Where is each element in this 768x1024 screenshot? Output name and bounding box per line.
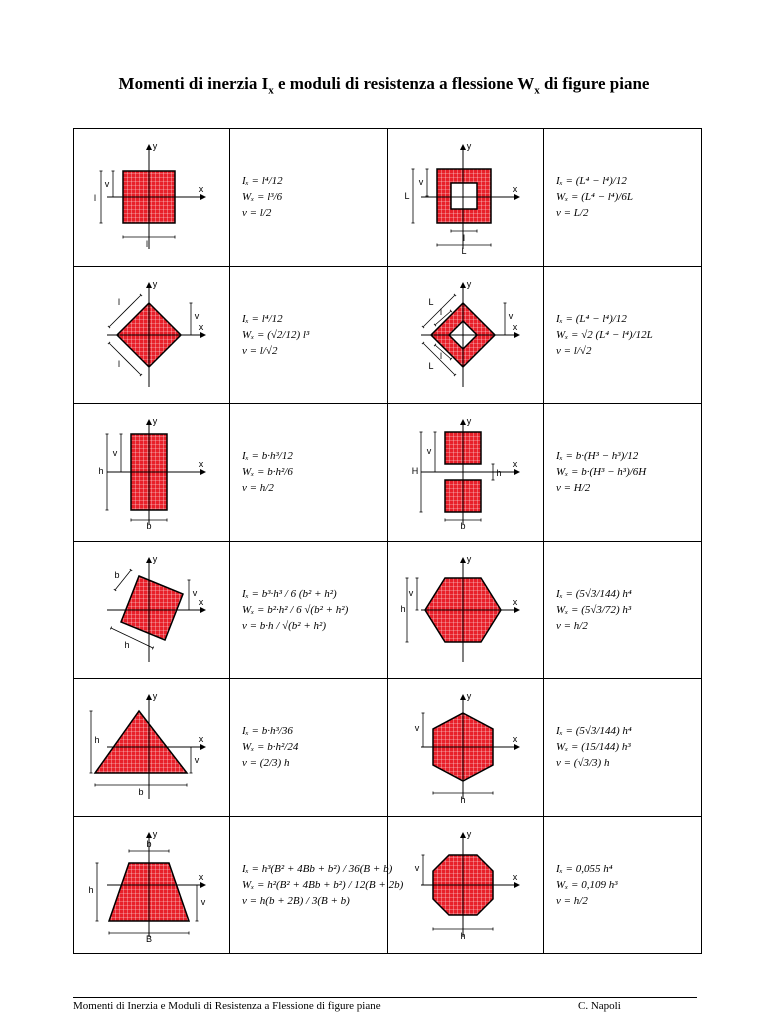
- rectangle-diagram: [87, 412, 217, 532]
- formula-cell: [230, 266, 388, 404]
- footer-title: Momenti di Inerzia e Moduli di Resistenza a Flessione di figure piane: [73, 1000, 381, 1012]
- y-axis-label: y: [152, 416, 157, 427]
- figure-cell: [74, 404, 230, 542]
- x-axis-label: x: [198, 184, 203, 195]
- inner-side-label-bottom: l: [439, 350, 442, 361]
- neutral-axis-distance-formula: v = h/2: [556, 619, 588, 632]
- table-row: [74, 816, 702, 954]
- outer-h-label: H: [411, 466, 418, 477]
- table-row: [74, 679, 702, 817]
- moment-of-inertia-formula: Iₓ = l⁴/12: [242, 175, 283, 188]
- h-label: h: [123, 639, 130, 650]
- neutral-axis-distance-formula: v = h/2: [242, 482, 274, 495]
- x-axis-label: x: [198, 459, 203, 470]
- formula-cell: [544, 266, 702, 404]
- v-label: v: [112, 448, 117, 459]
- outer-side-label-top: L: [427, 296, 434, 307]
- formula-cell: [230, 816, 404, 954]
- octagon-diagram: [401, 825, 531, 945]
- side-label-vertical: l: [93, 193, 96, 204]
- section-modulus-formula: Wₓ = (L⁴ − l⁴)/6L: [556, 191, 633, 204]
- h-label: h: [87, 884, 94, 895]
- y-axis-label: y: [466, 553, 471, 564]
- neutral-axis-distance-formula: v = h(b + 2B) / 3(B + b): [242, 894, 350, 907]
- table-row: [74, 404, 702, 542]
- y-axis-label: y: [152, 278, 157, 289]
- moment-of-inertia-formula: Iₓ = h³(B² + 4Bb + b²) / 36(B + b): [242, 862, 393, 875]
- section-modulus-formula: Wₓ = l³/6: [242, 191, 283, 204]
- outer-side-label-bottom: L: [427, 360, 434, 371]
- x-axis-label: x: [512, 321, 517, 332]
- v-label: v: [414, 862, 419, 873]
- hollow-square-section: [437, 169, 491, 223]
- y-axis-label: y: [152, 553, 157, 564]
- formula-cell: [544, 129, 702, 267]
- section-modulus-formula: Wₓ = b·(H³ − h³)/6H: [556, 466, 647, 479]
- neutral-axis-distance-formula: v = H/2: [556, 482, 591, 495]
- trapezoid-diagram: [87, 825, 217, 945]
- figure-cell: [74, 129, 230, 267]
- x-axis-label: x: [512, 734, 517, 745]
- section-modulus-formula: Wₓ = b·h²/6: [242, 466, 293, 479]
- moment-of-inertia-formula: Iₓ = (L⁴ − l⁴)/12: [556, 312, 627, 325]
- section-modulus-formula: Wₓ = (√2/12) l³: [242, 328, 310, 341]
- section-modulus-formula: Wₓ = (5√3/72) h³: [556, 603, 632, 616]
- moment-of-inertia-formula: Iₓ = (L⁴ − l⁴)/12: [556, 175, 627, 188]
- b-label: b: [145, 521, 152, 532]
- neutral-axis-distance-formula: v = l/2: [242, 207, 272, 220]
- square-diagram: [87, 137, 217, 257]
- neutral-axis-distance-formula: v = L/2: [556, 207, 589, 220]
- v-label: v: [192, 587, 197, 598]
- moment-of-inertia-formula: Iₓ = b·(H³ − h³)/12: [556, 450, 639, 463]
- v-label: v: [200, 896, 205, 907]
- neutral-axis-distance-formula: v = (2/3) h: [242, 757, 290, 770]
- rotated-rectangle-section: [121, 576, 183, 640]
- inner-side-label: l: [462, 233, 465, 244]
- x-axis-label: x: [512, 184, 517, 195]
- footer-author: C. Napoli: [578, 1000, 621, 1012]
- v-label: v: [194, 755, 199, 766]
- inner-h-label: h: [495, 468, 502, 479]
- y-axis-label: y: [466, 141, 471, 152]
- neutral-axis-distance-formula: v = h/2: [556, 894, 588, 907]
- b-label: b: [137, 787, 144, 798]
- moment-of-inertia-formula: Iₓ = (5√3/144) h⁴: [556, 725, 632, 738]
- triangle-section: [95, 711, 187, 773]
- b-label: b: [113, 569, 120, 580]
- formula-cell: [544, 816, 702, 954]
- y-axis-label: y: [152, 691, 157, 702]
- neutral-axis-distance-formula: v = l/√2: [556, 344, 592, 357]
- moment-of-inertia-formula: Iₓ = l⁴/12: [242, 312, 283, 325]
- x-axis-label: x: [512, 596, 517, 607]
- section-modulus-formula: Wₓ = √2 (L⁴ − l⁴)/12L: [556, 328, 653, 341]
- rotated-rectangle-diagram: [87, 550, 217, 670]
- section-modulus-formula: Wₓ = (15/144) h³: [556, 741, 631, 754]
- figure-cell: [388, 404, 544, 542]
- figure-cell: [388, 816, 544, 954]
- y-axis-label: y: [152, 828, 157, 839]
- diamond-diagram: [87, 275, 217, 395]
- y-axis-label: y: [466, 691, 471, 702]
- table-row: [74, 129, 702, 267]
- formula-cell: [230, 541, 388, 679]
- footer-rule: [73, 997, 697, 998]
- y-axis-label: y: [466, 278, 471, 289]
- h-label: h: [97, 466, 104, 477]
- formula-cell: [230, 129, 388, 267]
- B-label: B: [145, 933, 152, 944]
- outer-side-label: L: [403, 191, 410, 202]
- y-axis-label: y: [466, 416, 471, 427]
- hexagon-flat-diagram: [401, 550, 531, 670]
- section-modulus-formula: Wₓ = h²(B² + 4Bb + b²) / 12(B + 2b): [242, 878, 404, 891]
- b-label: b: [145, 838, 152, 849]
- formula-table: [73, 128, 702, 954]
- formula-cell: [544, 404, 702, 542]
- neutral-axis-distance-formula: v = (√3/3) h: [556, 757, 610, 770]
- table-row: [74, 541, 702, 679]
- v-label: v: [194, 310, 199, 321]
- moment-of-inertia-formula: Iₓ = b·h³/12: [242, 450, 293, 463]
- figure-cell: [74, 541, 230, 679]
- y-axis-label: y: [466, 828, 471, 839]
- formula-cell: [230, 404, 388, 542]
- formula-cell: [230, 679, 388, 817]
- y-axis-label: y: [152, 141, 157, 152]
- inner-side-label-top: l: [439, 306, 442, 317]
- section-modulus-formula: Wₓ = b·h²/24: [242, 741, 299, 754]
- moment-of-inertia-formula: Iₓ = (5√3/144) h⁴: [556, 587, 632, 600]
- triangle-diagram: [87, 687, 217, 807]
- hollow-square-diagram: [401, 137, 531, 257]
- page-title: Momenti di inerzia $I_x$ e moduli di resistenza a flessione $W_x$ di figure piane: [118, 74, 650, 97]
- figure-cell: [388, 679, 544, 817]
- moment-of-inertia-formula: Iₓ = b³·h³ / 6 (b² + h²): [242, 587, 337, 600]
- h-label: h: [459, 930, 466, 941]
- x-axis-label: x: [198, 871, 203, 882]
- v-label: v: [104, 179, 109, 190]
- hexagon-upright-diagram: [401, 687, 531, 807]
- side-label-bottom: l: [117, 358, 120, 369]
- figure-cell: [388, 129, 544, 267]
- moment-of-inertia-formula: Iₓ = b·h³/36: [242, 725, 293, 738]
- section-modulus-formula: Wₓ = b²·h² / 6 √(b² + h²): [242, 603, 349, 616]
- x-axis-label: x: [512, 871, 517, 882]
- v-label: v: [408, 587, 413, 598]
- formula-cell: [544, 679, 702, 817]
- figure-cell: [74, 816, 230, 954]
- side-label-top: l: [117, 296, 120, 307]
- side-label-horizontal: l: [145, 239, 148, 250]
- x-axis-label: x: [198, 596, 203, 607]
- figure-cell: [388, 541, 544, 679]
- neutral-axis-distance-formula: v = l/√2: [242, 344, 278, 357]
- x-axis-label: x: [512, 459, 517, 470]
- h-label: h: [399, 603, 406, 614]
- v-label: v: [426, 446, 431, 457]
- h-label: h: [459, 795, 466, 806]
- b-label: b: [459, 521, 466, 532]
- moment-of-inertia-formula: Iₓ = 0,055 h⁴: [556, 862, 613, 875]
- outer-side-label-horizontal: L: [460, 246, 467, 257]
- neutral-axis-distance-formula: v = b·h / √(b² + h²): [242, 619, 326, 632]
- hollow-diamond-diagram: [401, 275, 531, 395]
- split-rectangle-diagram: [401, 412, 531, 532]
- v-label: v: [414, 723, 419, 734]
- figure-cell: [388, 266, 544, 404]
- figure-cell: [74, 266, 230, 404]
- section-modulus-formula: Wₓ = 0,109 h³: [556, 878, 618, 891]
- table-row: [74, 266, 702, 404]
- v-label: v: [508, 310, 513, 321]
- v-label: v: [418, 177, 423, 188]
- figure-cell: [74, 679, 230, 817]
- x-axis-label: x: [198, 734, 203, 745]
- x-axis-label: x: [198, 321, 203, 332]
- formula-cell: [544, 541, 702, 679]
- h-label: h: [93, 735, 100, 746]
